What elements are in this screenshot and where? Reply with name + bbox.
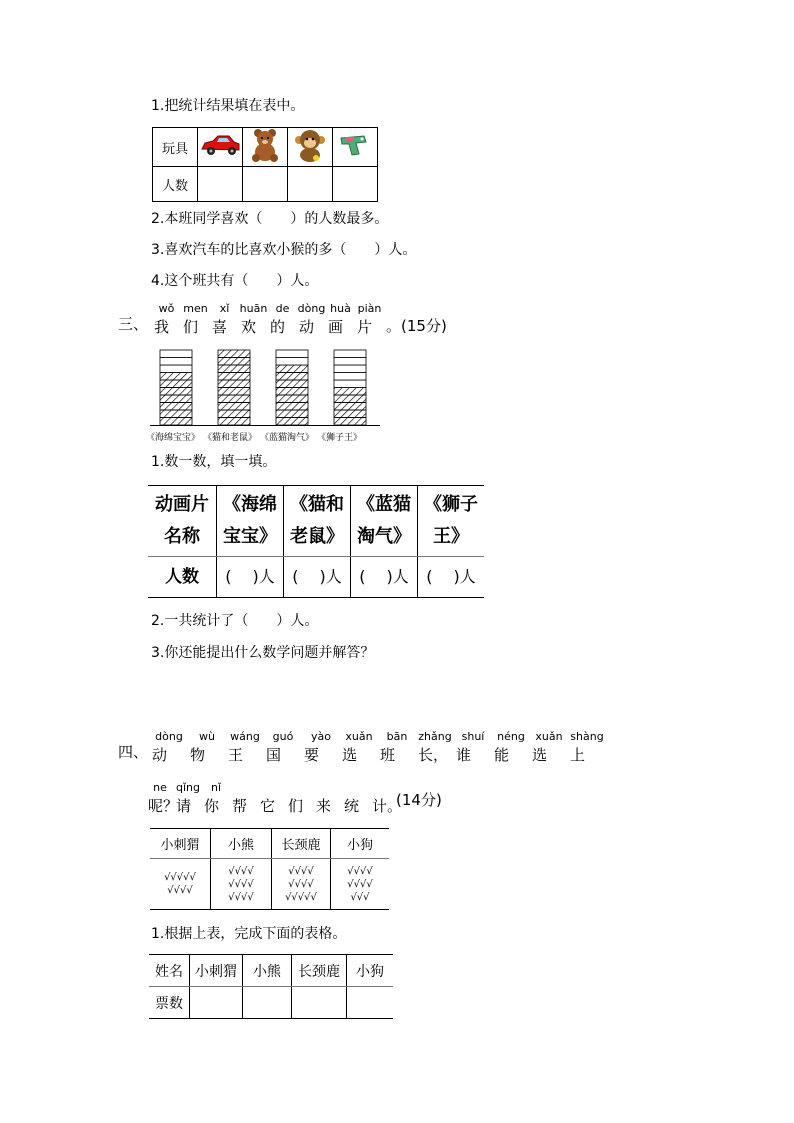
bar-box-empty (334, 365, 366, 373)
pinyin: néng (497, 730, 525, 743)
chart-category-label: 《海绵宝宝》 (146, 433, 201, 443)
bar-box-filled (160, 395, 192, 403)
bar-2 (276, 350, 308, 425)
hanzi: 的 (270, 318, 286, 336)
pinyin: wǒ (158, 302, 175, 315)
pinyin-char (326, 302, 355, 337)
hanzi: 们 (183, 318, 199, 336)
bar-box-filled (276, 395, 308, 403)
bar-box-filled (160, 418, 192, 426)
pinyin-char (188, 730, 226, 765)
pinyin: nǐ (210, 781, 222, 794)
vote-header: 小熊 (211, 829, 272, 859)
pinyin-char (181, 302, 210, 337)
bar-box-filled (160, 373, 192, 381)
s4-title-line2 (146, 781, 406, 817)
pinyin-char (264, 730, 302, 765)
film-name-cell: 《海绵 宝宝》 (217, 486, 284, 557)
bar-box-empty (334, 350, 366, 358)
bar-box-empty (334, 373, 366, 381)
pinyin: huà (330, 302, 351, 315)
pinyin-char (370, 781, 403, 816)
result-row-label: 票数 (155, 995, 183, 1012)
pinyin: qǐng (176, 781, 200, 794)
vote-header: 小刺猬 (150, 829, 211, 859)
bar-box-filled (160, 388, 192, 396)
bar-box-empty (276, 358, 308, 366)
film-name-cell: 《猫和 老鼠》 (284, 486, 351, 557)
result-header: 小狗 (347, 955, 394, 987)
hanzi: 我 (154, 318, 170, 336)
hanzi: 统 (344, 797, 360, 815)
hanzi: 呢？ (148, 797, 179, 815)
hanzi: 欢 (241, 318, 257, 336)
count-cell[interactable] (333, 167, 378, 202)
bar-box-filled (276, 380, 308, 388)
hanzi: 片 (357, 318, 373, 336)
vote-header: 小狗 (331, 829, 390, 859)
hanzi: 国 (266, 746, 282, 764)
film-count-label: 人数 (165, 567, 199, 587)
s2-q3: 3.喜欢汽车的比喜欢小猴的多（ ）人。 (151, 242, 417, 258)
pinyin-char (416, 730, 454, 765)
count-cell[interactable] (243, 167, 288, 202)
hanzi: 谁 (456, 746, 472, 764)
pinyin: de (275, 302, 290, 315)
pinyin-char (230, 781, 258, 816)
pinyin: guó (272, 730, 294, 743)
pinyin-char (530, 730, 568, 765)
pinyin-char (302, 730, 340, 765)
vote-ticks: √√√√ √√√√ √√√ (331, 859, 390, 910)
toy-row-label: 玩具 (153, 128, 198, 167)
vote-ticks: √√√√ √√√√ √√√√√ (272, 859, 331, 910)
s3-q3: 3.你还能提出什么数学问题并解答？ (151, 645, 375, 661)
hanzi: 们 (288, 797, 304, 815)
bar-box-filled (160, 403, 192, 411)
hanzi: 画 (328, 318, 344, 336)
hanzi: 物 (190, 746, 206, 764)
hanzi: 动 (299, 318, 315, 336)
pinyin: piàn (357, 302, 382, 315)
chart-category-labels (146, 430, 386, 444)
bar-box-filled (334, 403, 366, 411)
hanzi: 帮 (232, 797, 248, 815)
result-cell[interactable] (292, 987, 347, 1019)
pinyin-char (226, 730, 264, 765)
pinyin: wù (199, 730, 215, 743)
vote-table (150, 828, 389, 910)
hanzi: 它 (260, 797, 276, 815)
bar-box-filled (276, 388, 308, 396)
film-count-table (148, 485, 484, 598)
bar-box-empty (276, 350, 308, 358)
pinyin-char (146, 781, 179, 816)
pinyin-char (210, 302, 239, 337)
bar-box-empty (160, 365, 192, 373)
hanzi: 能 (494, 746, 510, 764)
hanzi: 选 (342, 746, 358, 764)
pinyin-char (568, 730, 606, 765)
pinyin: yào (311, 730, 331, 743)
pinyin (258, 781, 286, 795)
bar-box-empty (160, 350, 192, 358)
pinyin: shuí (461, 730, 485, 743)
bar-box-filled (160, 380, 192, 388)
film-count-blank[interactable]: ( )人 (284, 557, 351, 598)
pinyin (370, 781, 398, 795)
pinyin: shàng (570, 730, 604, 743)
s3-q1: 1.数一数，填一填。 (151, 454, 277, 470)
s4-title-line1 (150, 730, 620, 766)
bar-box-filled (276, 373, 308, 381)
pinyin: huān (239, 302, 268, 315)
bar-box-filled (218, 395, 250, 403)
result-cell[interactable] (347, 987, 394, 1019)
s4-number: 四、 (118, 743, 149, 761)
hanzi: 选 (532, 746, 548, 764)
bar-box-filled (218, 373, 250, 381)
bar-box-empty (334, 358, 366, 366)
vote-header: 长颈鹿 (272, 829, 331, 859)
hanzi: 上 (570, 746, 586, 764)
pinyin-char (297, 302, 326, 337)
bar-box-empty (334, 380, 366, 388)
bar-box-empty (160, 358, 192, 366)
bar-box-filled (160, 410, 192, 418)
bar-box-filled (218, 388, 250, 396)
car-icon (198, 128, 243, 167)
pinyin-char (150, 730, 188, 765)
pinyin: wáng (230, 730, 260, 743)
pinyin: dòng (297, 302, 326, 315)
pinyin: ne (153, 781, 167, 794)
hanzi: 你 (204, 797, 220, 815)
pinyin (342, 781, 370, 795)
teddy-bear-icon (243, 128, 288, 167)
s3-number: 三、 (118, 315, 149, 333)
bar-box-filled (276, 410, 308, 418)
pinyin-char (239, 302, 268, 337)
bar-box-filled (218, 358, 250, 366)
pinyin (230, 781, 258, 795)
hanzi: 计。 (372, 797, 403, 815)
pinyin: bān (386, 730, 408, 743)
pinyin-char (174, 781, 202, 816)
result-table (149, 954, 393, 1019)
pinyin: xǐ (219, 302, 230, 315)
hanzi: 喜 (212, 318, 228, 336)
pinyin-char (492, 730, 530, 765)
chart-category-label: 《狮子王》 (317, 433, 363, 443)
s2-q4: 4.这个班共有（ ）人。 (151, 273, 319, 289)
film-count-blank[interactable]: ( )人 (217, 557, 284, 598)
bar-box-filled (334, 388, 366, 396)
pinyin: zhǎng (418, 730, 452, 743)
bar-box-filled (218, 410, 250, 418)
pinyin-char (314, 781, 342, 816)
bar-box-filled (218, 418, 250, 426)
s3-q2: 2.一共统计了（ ）人。 (151, 613, 319, 629)
pinyin-char (152, 302, 181, 337)
film-name-cell: 《狮子 王》 (418, 486, 485, 557)
hanzi: 来 (316, 797, 332, 815)
bar-box-filled (334, 395, 366, 403)
pinyin: men (183, 302, 208, 315)
hanzi: 请 (176, 797, 192, 815)
pinyin: dòng (155, 730, 183, 743)
result-cell[interactable] (190, 987, 243, 1019)
film-header-label: 动画片 名称 (148, 486, 217, 557)
hanzi: 要 (304, 746, 320, 764)
toy-table (152, 127, 378, 202)
bar-box-filled (334, 410, 366, 418)
count-row-label: 人数 (153, 167, 198, 202)
bar-box-filled (218, 350, 250, 358)
s4-q1: 1.根据上表，完成下面的表格。 (151, 926, 347, 942)
pinyin-char (340, 730, 378, 765)
pinyin-char (378, 730, 416, 765)
pinyin-char (202, 781, 230, 816)
pinyin-char (355, 302, 384, 337)
result-header: 小熊 (243, 955, 292, 987)
bar-box-filled (218, 380, 250, 388)
pinyin (314, 781, 342, 795)
bar-box-filled (334, 418, 366, 426)
s4-suffix: (14分) (396, 791, 442, 809)
film-name-cell: 《蓝猫 淘气》 (351, 486, 418, 557)
pinyin: xuǎn (345, 730, 373, 743)
bar-3 (334, 350, 366, 425)
monkey-icon (288, 128, 333, 167)
s2-q1: 1.把统计结果填在表中。 (151, 98, 305, 114)
toy-gun-icon (333, 128, 378, 167)
result-header: 长颈鹿 (292, 955, 347, 987)
pinyin-char (342, 781, 370, 816)
pinyin-char (454, 730, 492, 765)
hanzi: 班 (380, 746, 396, 764)
film-bar-chart (150, 346, 380, 430)
count-cell[interactable] (198, 167, 243, 202)
s2-q2: 2.本班同学喜欢（ ）的人数最多。 (151, 211, 389, 227)
pinyin (286, 781, 314, 795)
result-header: 小刺猬 (190, 955, 243, 987)
bar-1 (218, 350, 250, 425)
film-count-blank[interactable]: ( )人 (418, 557, 485, 598)
bar-box-filled (276, 418, 308, 426)
chart-category-label: 《蓝猫淘气》 (260, 433, 315, 443)
chart-category-label: 《猫和老鼠》 (203, 433, 258, 443)
pinyin-char (286, 781, 314, 816)
pinyin-char (268, 302, 297, 337)
pinyin: xuǎn (535, 730, 563, 743)
film-count-blank[interactable]: ( )人 (351, 557, 418, 598)
bar-box-filled (218, 365, 250, 373)
bar-box-filled (218, 403, 250, 411)
pinyin-char (258, 781, 286, 816)
bar-0 (160, 350, 192, 425)
bar-box-filled (276, 365, 308, 373)
s3-suffix: 。(15分) (386, 317, 447, 335)
hanzi: 王 (228, 746, 244, 764)
hanzi: 动 (152, 746, 168, 764)
result-header: 姓名 (149, 955, 190, 987)
bar-box-filled (276, 403, 308, 411)
hanzi: 长， (418, 746, 449, 764)
vote-ticks: √√√√√ √√√√ (164, 872, 196, 896)
result-cell[interactable] (243, 987, 292, 1019)
count-cell[interactable] (288, 167, 333, 202)
vote-ticks: √√√√ √√√√ √√√√ (211, 859, 272, 910)
